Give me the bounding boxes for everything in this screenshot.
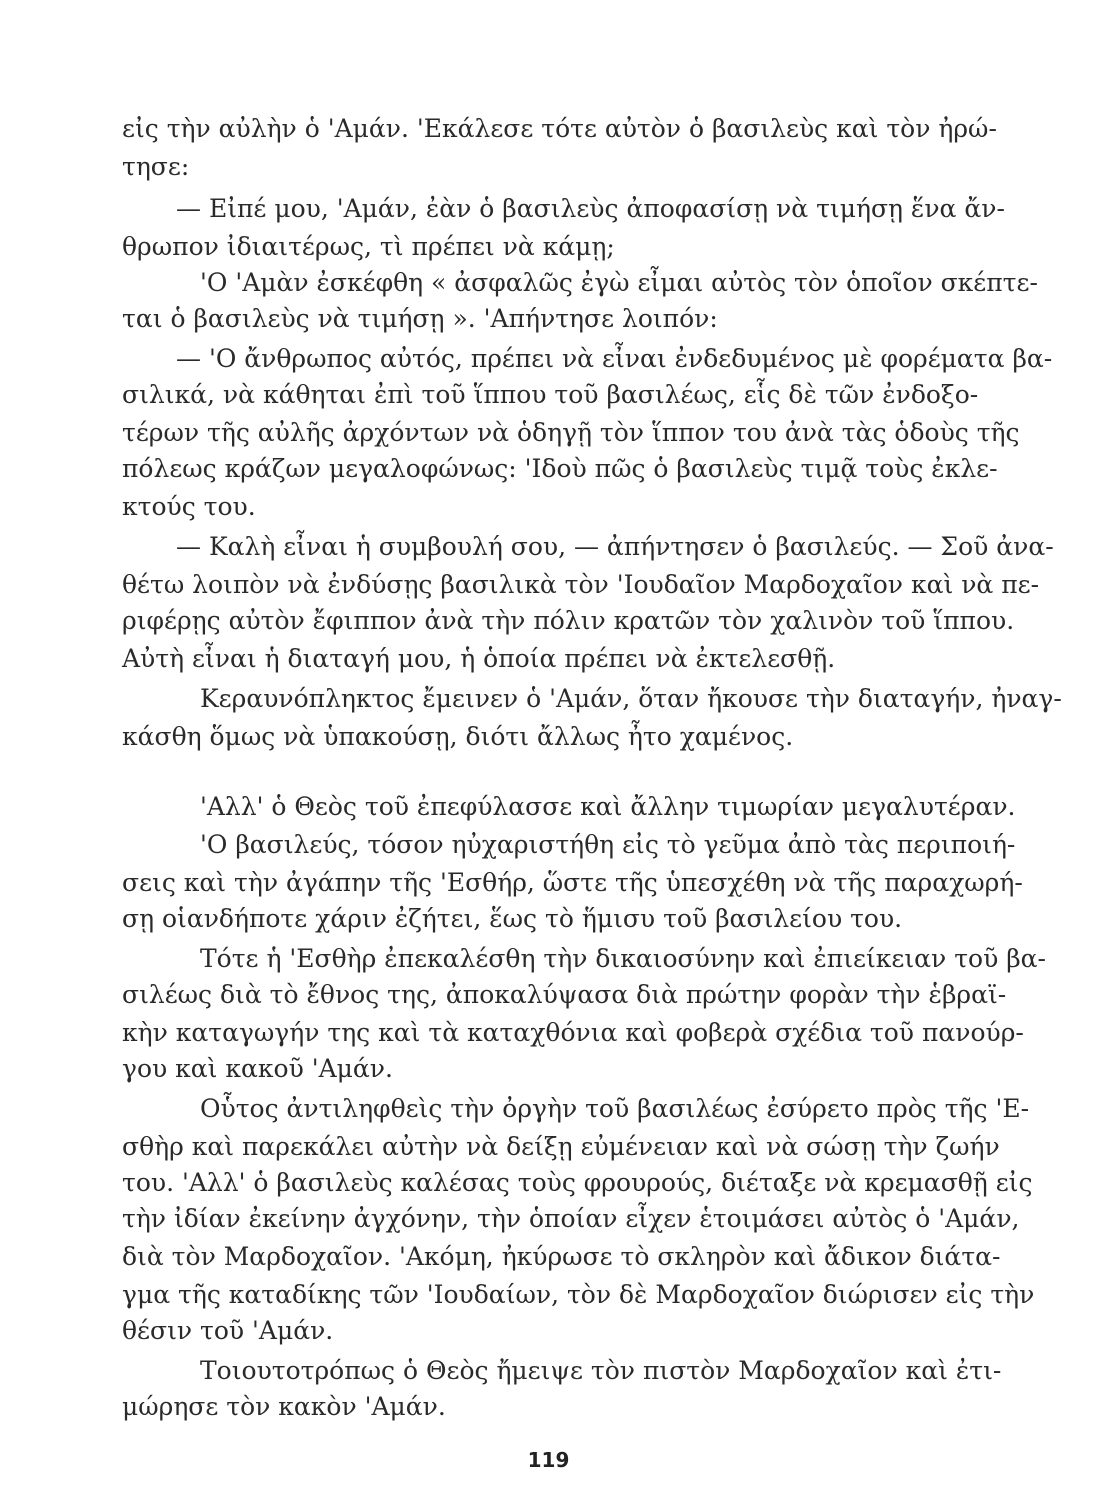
- text-line-31: γμα τῆς καταδίκης τῶν 'Ιουδαίων, τὸν δὲ Μαρδοχαῖον διώρισεν εἰς τὴν: [122, 1280, 1035, 1309]
- text-line-30: διὰ τὸν Μαρδοχαῖον. 'Ακόμη, ἠκύρωσε τὸ σκληρὸν καὶ ἄδικον διάτα-: [122, 1242, 1001, 1271]
- text-line-16: Κεραυνόπληκτος ἔμεινεν ὁ 'Αμάν, ὅταν ἤκουσε τὴν διαταγήν, ἠναγ-: [200, 684, 1062, 713]
- text-line-22: Τότε ἡ 'Εσθὴρ ἐπεκαλέσθη τὴν δικαιοσύνην καὶ ἐπιείκειαν τοῦ βα-: [200, 944, 1047, 973]
- text-line-4: θρωπον ἰδιαιτέρως, τὶ πρέπει νὰ κάμῃ;: [122, 232, 615, 261]
- text-line-13: θέτω λοιπὸν νὰ ἐνδύσῃς βασιλικὰ τὸν 'Ιουδαῖον Μαρδοχαῖον καὶ νὰ πε-: [122, 570, 1040, 599]
- text-line-27: σθὴρ καὶ παρεκάλει αὐτὴν νὰ δείξῃ εὐμένειαν καὶ νὰ σώσῃ τὴν ζωήν: [122, 1132, 1000, 1161]
- text-line-32: θέσιν τοῦ 'Αμάν.: [122, 1316, 334, 1345]
- text-line-23: σιλέως διὰ τὸ ἔθνος της, ἀποκαλύψασα διὰ πρώτην φορὰν τὴν ἑβραϊ-: [122, 980, 1007, 1009]
- text-line-29: τὴν ἰδίαν ἐκείνην ἀγχόνην, τὴν ὁποίαν εἶχεν ἑτοιμάσει αὐτὸς ὁ 'Αμάν,: [122, 1204, 1020, 1233]
- page-number: 119: [527, 1448, 570, 1472]
- text-line-14: ριφέρῃς αὐτὸν ἔφιππον ἀνὰ τὴν πόλιν κρατῶν τὸν χαλινὸν τοῦ ἵππου.: [122, 606, 1015, 635]
- text-line-8: σιλικά, νὰ κάθηται ἐπὶ τοῦ ἵππου τοῦ βασιλέως, εἷς δὲ τῶν ἐνδοξο-: [122, 380, 979, 409]
- text-line-6: ται ὁ βασιλεὺς νὰ τιμήσῃ ». 'Απήντησε λοιπόν:: [122, 304, 718, 333]
- text-line-1: εἰς τὴν αὐλὴν ὁ 'Αμάν. 'Εκάλεσε τότε αὐτὸν ὁ βασιλεὺς καὶ τὸν ἠρώ-: [122, 114, 997, 143]
- text-line-3: — Εἰπέ μου, 'Αμάν, ἐὰν ὁ βασιλεὺς ἀποφασίσῃ νὰ τιμήσῃ ἕνα ἄν-: [176, 194, 1005, 223]
- text-line-19: 'Ο βασιλεύς, τόσον ηὐχαριστήθη εἰς τὸ γεῦμα ἀπὸ τὰς περιποιή-: [200, 830, 1016, 859]
- text-line-28: του. 'Αλλ' ὁ βασιλεὺς καλέσας τοὺς φρουρούς, διέταξε νὰ κρεμασθῇ εἰς: [122, 1168, 1033, 1197]
- text-line-24: κὴν καταγωγήν της καὶ τὰ καταχθόνια καὶ φοβερὰ σχέδια τοῦ πανούρ-: [122, 1018, 1024, 1047]
- text-line-15: Αὐτὴ εἶναι ἡ διαταγή μου, ἡ ὁποία πρέπει νὰ ἐκτελεσθῇ.: [122, 644, 836, 673]
- text-line-11: κτούς του.: [122, 492, 256, 521]
- text-line-25: γου καὶ κακοῦ 'Αμάν.: [122, 1054, 393, 1083]
- text-line-9: τέρων τῆς αὐλῆς ἀρχόντων νὰ ὁδηγῇ τὸν ἵππον του ἀνὰ τὰς ὁδοὺς τῆς: [122, 418, 1020, 447]
- text-line-5: 'Ο 'Αμὰν ἐσκέφθη « ἀσφαλῶς ἐγὼ εἶμαι αὐτὸς τὸν ὁποῖον σκέπτε-: [200, 268, 1038, 297]
- text-line-7: — 'Ο ἄνθρωπος αὐτός, πρέπει νὰ εἶναι ἐνδεδυμένος μὲ φορέματα βα-: [176, 344, 1053, 373]
- text-line-2: τησε:: [122, 152, 190, 181]
- text-line-33: Τοιουτοτρόπως ὁ Θεὸς ἤμειψε τὸν πιστὸν Μαρδοχαῖον καὶ ἐτι-: [200, 1356, 1002, 1385]
- text-line-10: πόλεως κράζων μεγαλοφώνως: 'Ιδοὺ πῶς ὁ βασιλεὺς τιμᾷ τοὺς ἐκλε-: [122, 454, 998, 483]
- text-line-18: 'Αλλ' ὁ Θεὸς τοῦ ἐπεφύλασσε καὶ ἄλλην τιμωρίαν μεγαλυτέραν.: [200, 792, 1016, 821]
- text-line-34: μώρησε τὸν κακὸν 'Αμάν.: [122, 1392, 446, 1421]
- text-line-12: — Καλὴ εἶναι ἡ συμβουλή σου, — ἀπήντησεν ὁ βασιλεύς. — Σοῦ ἀνα-: [176, 532, 1054, 561]
- text-line-17: κάσθη ὅμως νὰ ὑπακούσῃ, διότι ἄλλως ἦτο χαμένος.: [122, 722, 794, 751]
- text-line-21: σῃ οἱανδήποτε χάριν ἐζήτει, ἕως τὸ ἥμισυ τοῦ βασιλείου του.: [122, 904, 903, 933]
- text-line-20: σεις καὶ τὴν ἀγάπην τῆς 'Εσθήρ, ὥστε τῆς ὑπεσχέθη νὰ τῆς παραχωρή-: [122, 868, 1023, 897]
- text-line-26: Οὗτος ἀντιληφθεὶς τὴν ὀργὴν τοῦ βασιλέως ἐσύρετο πρὸς τῆς 'Ε-: [200, 1094, 1030, 1123]
